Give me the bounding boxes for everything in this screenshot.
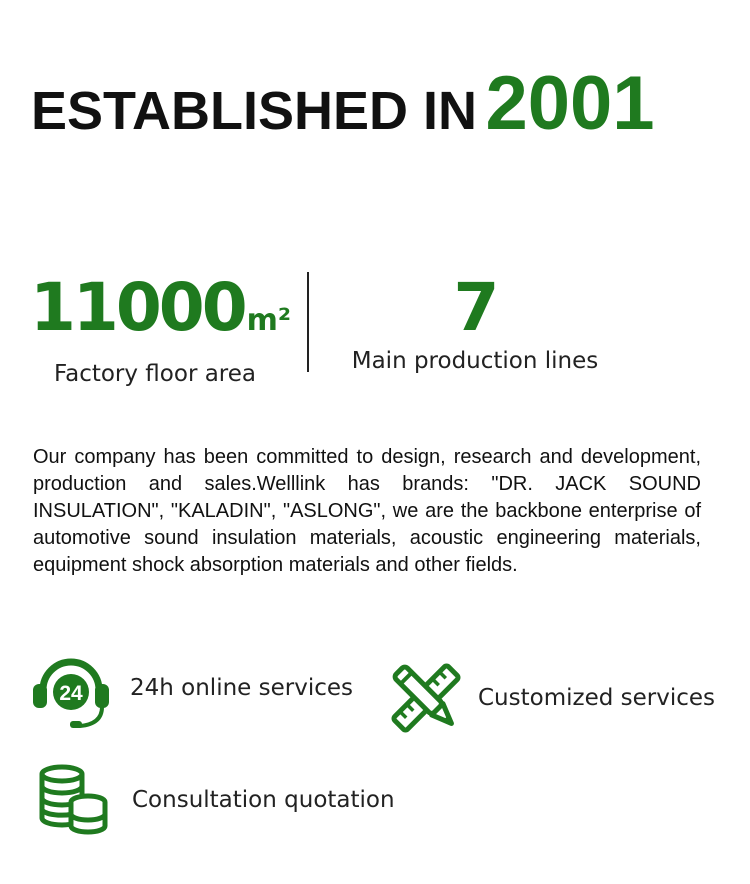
page-headline	[31, 61, 655, 146]
service-online	[30, 646, 353, 730]
stat-production-lines	[330, 269, 620, 376]
stat-floor-area-value-wrap	[30, 269, 292, 357]
stat-divider	[307, 272, 309, 372]
stat-production-lines-value: 7	[453, 269, 497, 346]
headline-year: 2001	[485, 61, 655, 146]
stat-floor-area-value: 11000	[30, 269, 245, 346]
stat-production-lines-label: Main production lines	[351, 348, 599, 374]
service-quote-label: Consultation quotation	[132, 787, 395, 813]
service-quote	[38, 764, 395, 836]
stat-floor-area	[30, 269, 292, 389]
headline-text: ESTABLISHED IN	[31, 81, 478, 141]
service-custom-label: Customized services	[478, 685, 716, 711]
service-custom	[384, 656, 715, 740]
pencil-ruler-icon	[384, 656, 468, 740]
service-online-label: 24h online services	[130, 675, 353, 701]
headset-badge-text: 24	[59, 682, 83, 705]
stat-floor-area-unit: m²	[246, 303, 292, 338]
stat-floor-area-label: Factory floor area	[53, 361, 256, 387]
coin-stack-icon	[38, 764, 108, 836]
headset-24-icon	[30, 646, 112, 730]
company-description: Our company has been committed to design, research and development, production and sales.Welllink has brands: "DR. JACK SOUND INSULATION", "KALADIN", "ASLONG", we are the backbone enterprise of automotive sound insulation materials, acoustic engineering materials, equipment shock absorption materials and other fields.	[33, 446, 701, 576]
